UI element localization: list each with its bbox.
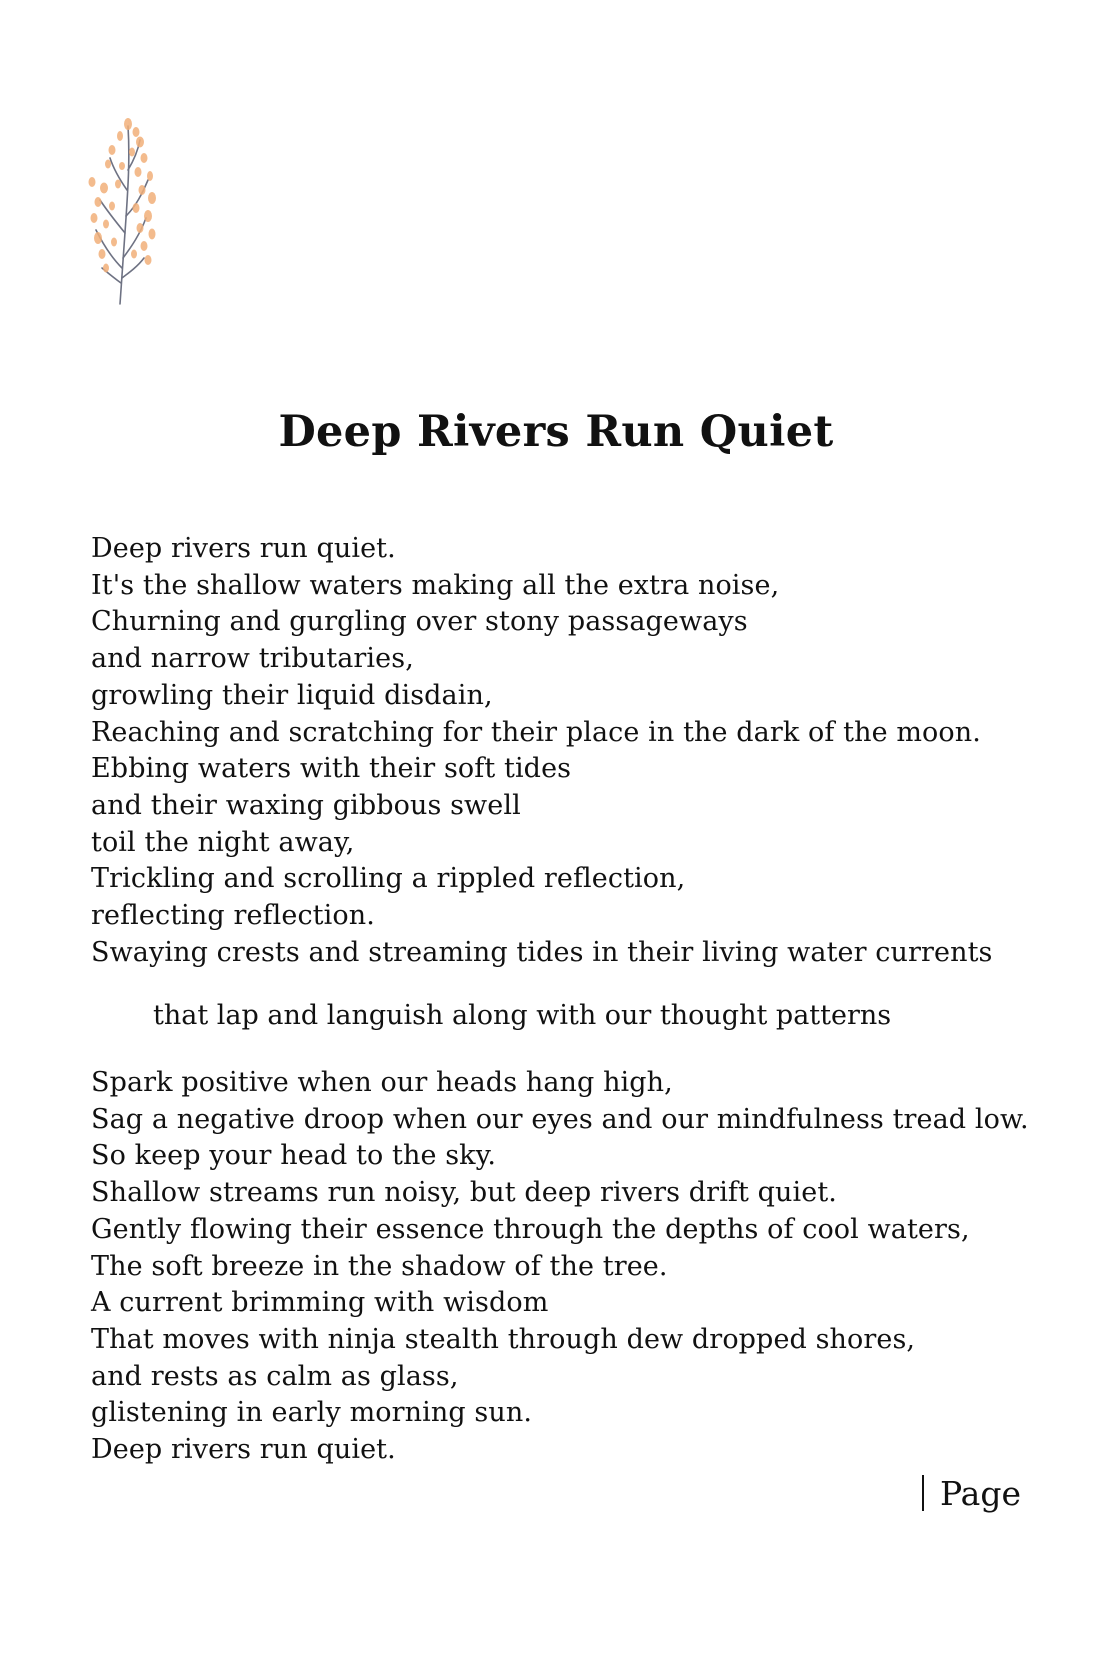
poem-line: growling their liquid disdain,	[91, 679, 493, 711]
poem-line: Churning and gurgling over stony passageways	[91, 606, 748, 638]
poem-indented-line: that lap and languish along with our thought patterns	[153, 1000, 892, 1031]
poem-line: Swaying crests and streaming tides in their living water currents	[91, 936, 993, 968]
poem-line: glistening in early morning sun.	[91, 1397, 533, 1429]
poem-line: toil the night away,	[91, 826, 355, 858]
poem-line: It's the shallow waters making all the extra noise,	[91, 569, 780, 601]
poem-line: Deep rivers run quiet.	[91, 1434, 396, 1466]
poem-line: Shallow streams run noisy, but deep rivers drift quiet.	[91, 1177, 837, 1209]
poem-line: Trickling and scrolling a rippled reflection,	[91, 863, 686, 895]
poem-line: and their waxing gibbous swell	[91, 789, 521, 821]
poem-line: Reaching and scratching for their place in the dark of the moon.	[91, 716, 981, 748]
poem-stanza-2	[91, 1065, 1029, 1469]
poem-line: Spark positive when our heads hang high,	[91, 1067, 673, 1098]
poem-line: A current brimming with wisdom	[91, 1287, 549, 1319]
page-label: Page	[939, 1474, 1021, 1513]
page-footer	[922, 1472, 1021, 1516]
poem-title: Deep Rivers Run Quiet	[278, 407, 834, 457]
poem-line: The soft breeze in the shadow of the tree.	[91, 1250, 668, 1282]
poem-line: and rests as calm as glass,	[91, 1360, 459, 1392]
poem-line: Ebbing waters with their soft tides	[91, 753, 572, 785]
poem-line: Deep rivers run quiet.	[91, 533, 396, 564]
leaf-sprig-icon	[82, 118, 172, 306]
poem-stanza-1	[91, 531, 993, 971]
poem-line: and narrow tributaries,	[91, 643, 414, 675]
footer-divider	[922, 1475, 924, 1511]
poem-line: Sag a negative droop when our eyes and our mindfulness tread low.	[91, 1103, 1029, 1135]
poem-line: That moves with ninja stealth through dew dropped shores,	[91, 1323, 916, 1355]
poem-line: reflecting reflection.	[91, 900, 375, 932]
poem-line: So keep your head to the sky.	[91, 1140, 497, 1172]
poem-line: Gently flowing their essence through the depths of cool waters,	[91, 1213, 970, 1245]
